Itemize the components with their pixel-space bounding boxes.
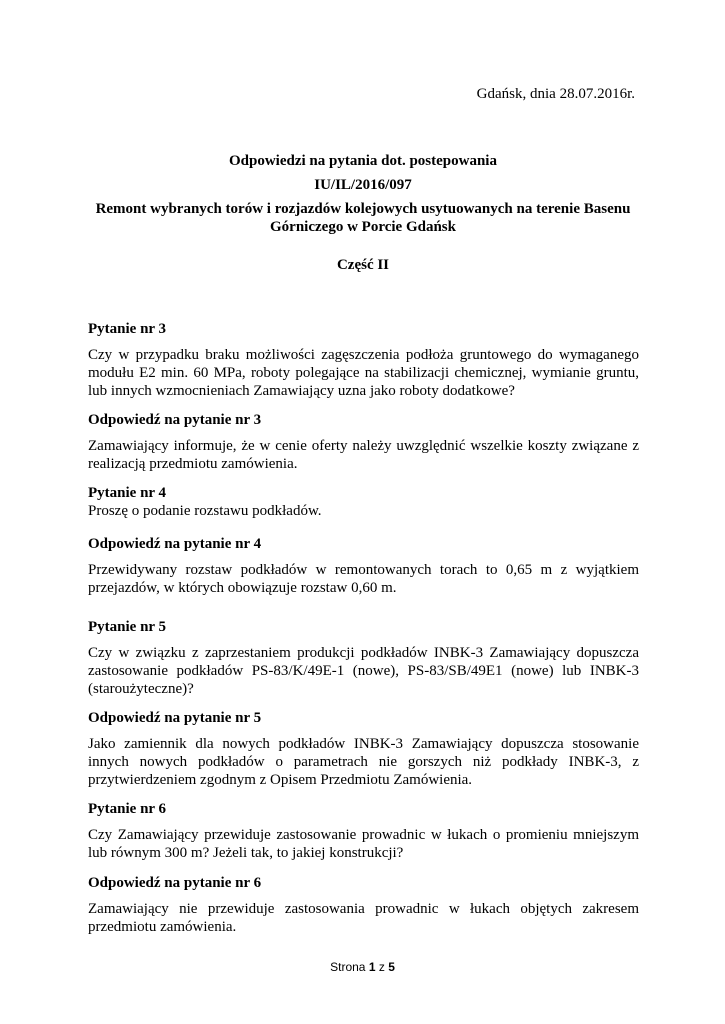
question-4-text: Proszę o podanie rozstawu podkładów. xyxy=(88,503,322,519)
question-4-title: Pytanie nr 4 xyxy=(88,485,167,501)
answer-3-title: Odpowiedź na pytanie nr 3 xyxy=(88,412,262,428)
page-separator: z xyxy=(378,960,385,974)
answer-5-text: Jako zamiennik dla nowych podkładów INBK-3 Zamawiający dopuszcza stosowanie innych nowych podkładów o parametrach nie gorszych niż podkłady INBK-3, z przytwierdzeniem zgodnym z Opisem Przedmiotu Zamówienia. xyxy=(88,736,639,788)
answer-6-text: Zamawiający nie przewiduje zastosowania prowadnic w łukach objętych zakresem przedmiotu zamówienia. xyxy=(88,901,639,935)
page-footer xyxy=(0,960,725,974)
answer-4 xyxy=(88,535,639,597)
page-prefix: Strona xyxy=(330,960,366,974)
page-total: 5 xyxy=(388,960,395,974)
answer-3-text: Zamawiający informuje, że w cenie oferty należy uwzględnić wszelkie koszty związane z realizacją przedmiotu zamówienia. xyxy=(88,438,639,472)
question-3-title: Pytanie nr 3 xyxy=(88,321,167,337)
question-6-title: Pytanie nr 6 xyxy=(88,801,167,817)
answer-5-title: Odpowiedź na pytanie nr 5 xyxy=(88,710,262,726)
question-5 xyxy=(88,618,639,698)
question-5-title: Pytanie nr 5 xyxy=(88,619,167,635)
question-3-text: Czy w przypadku braku możliwości zagęszczenia podłoża gruntowego do wymaganego modułu E2 min. 60 MPa, roboty polegające na stabilizacji chemicznej, wymianie gruntu, lub innych wzmocnieniach Zamawiający uzna jako roboty dodatkowe? xyxy=(88,347,639,399)
answer-4-text: Przewidywany rozstaw podkładów w remontowanych torach to 0,65 m z wyjątkiem przejazdów, w których obowiązuje rozstaw 0,60 m. xyxy=(88,562,639,596)
question-6-text: Czy Zamawiający przewiduje zastosowanie prowadnic w łukach o promieniu mniejszym lub równym 300 m? Jeżeli tak, to jakiej konstrukcji? xyxy=(88,827,639,861)
proceeding-number: IU/IL/2016/097 xyxy=(314,177,412,193)
question-4 xyxy=(88,484,639,520)
answer-6-title: Odpowiedź na pytanie nr 6 xyxy=(88,875,262,891)
page-number: 1 xyxy=(368,960,376,974)
document-heading: Odpowiedzi na pytania dot. postepowania xyxy=(229,153,497,169)
proceeding-subject: Remont wybranych torów i rozjazdów kolejowych usytuowanych na terenie Basenu Górniczego w Porcie Gdańsk xyxy=(95,201,631,235)
question-6 xyxy=(88,800,639,862)
answer-3 xyxy=(88,411,639,473)
document-date: Gdańsk, dnia 28.07.2016r. xyxy=(476,86,635,102)
question-3 xyxy=(88,320,639,400)
question-5-text: Czy w związku z zaprzestaniem produkcji podkładów INBK-3 Zamawiający dopuszcza zastosowanie podkładów PS-83/K/49E-1 (nowe), PS-83/SB/49E1 (nowe) lub INBK-3 (starоużyteczne)? xyxy=(88,645,639,697)
part-label: Część II xyxy=(336,257,390,273)
answer-6 xyxy=(88,874,639,936)
answer-5 xyxy=(88,709,639,789)
answer-4-title: Odpowiedź na pytanie nr 4 xyxy=(88,536,262,552)
